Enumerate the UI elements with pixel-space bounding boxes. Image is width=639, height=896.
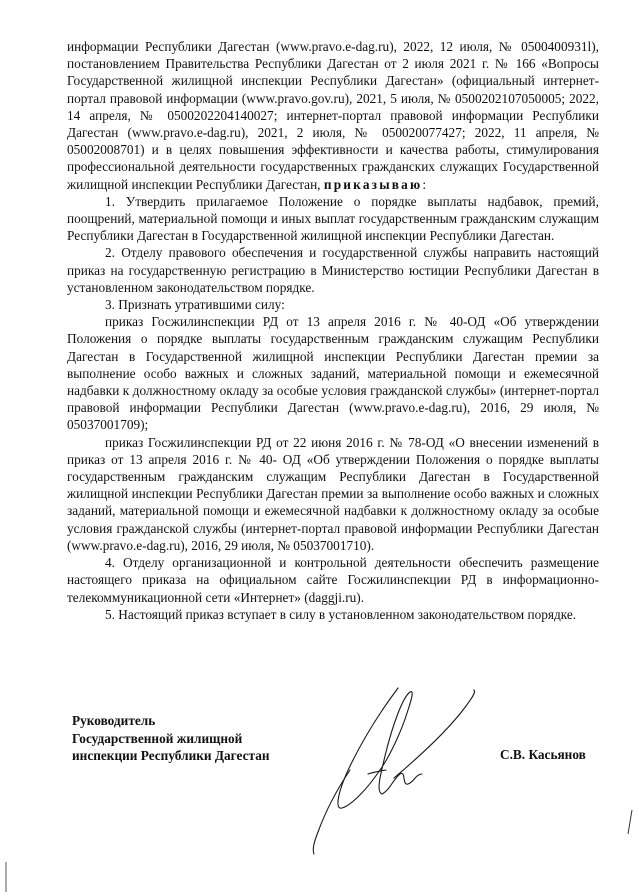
- signature-dash-stroke: [368, 770, 386, 774]
- margin-mark: [624, 808, 636, 836]
- signatory-title-line: Государственной жилищной: [72, 730, 243, 746]
- scan-edge-mark: [2, 862, 10, 892]
- item-2-paragraph: 2. Отделу правового обеспечения и государственной службы направить настоящий приказ на государственную регистрацию в Министерство юстиции Республики Дагестан в установленном законодательством порядке.: [67, 245, 599, 295]
- item-3-paragraph: 3. Признать утратившими силу:: [105, 297, 285, 313]
- signature-main-stroke: [338, 688, 412, 808]
- signatory-title-line: Руководитель: [72, 713, 156, 728]
- signature-flourish-stroke: [394, 690, 475, 778]
- signatory-name: С.В. Касьянов: [500, 747, 586, 762]
- signature-loop-stroke: [382, 773, 422, 794]
- intro-paragraph: [67, 38, 599, 193]
- item-1-paragraph: 1. Утвердить прилагаемое Положение о порядке выплаты надбавок, премий, поощрений, материальной помощи и иных выплат государственным гражданским служащим Республики Дагестан в Государственной жилищной инспекции Республики Дагестан.: [67, 193, 599, 244]
- handwritten-signature: [290, 670, 490, 860]
- repealed-order-2: приказ Госжилинспекции РД от 22 июня 2016 г. № 78-ОД «О внесении изменений в приказ от 13 апреля 2016 г. № 40- ОД «Об утверждении Положения о порядке выплаты государственным гражданским служащим Республики Дагестан в Государственной жилищной инспекции Республики Дагестан премии за выполнение особо важных и сложных заданий, материальной помощи и ежемесячной надбавки к должностному окладу за особые условия гражданской службы (интернет-портал правовой информации Республики Дагестан (www.pravo.e-dag.ru), 2016, 29 июля, № 05037001710).: [67, 434, 599, 553]
- signature-tail-stroke: [313, 770, 350, 854]
- item-4-paragraph: 4. Отделу организационной и контрольной деятельности обеспечить размещение настоящего приказа на официальном сайте Госжилинспекции РД в информационно-телекоммуникационной сети «Интернет» (daggji.ru).: [67, 555, 599, 605]
- item-5-paragraph: 5. Настоящий приказ вступает в силу в установленном законодательством порядке.: [105, 606, 577, 622]
- document-body: [67, 38, 599, 623]
- order-word: приказываю: [323, 176, 423, 192]
- signatory-title-line: инспекции Республики Дагестан: [72, 748, 270, 763]
- repealed-order-1: приказ Госжилинспекции РД от 13 апреля 2016 г. № 40-ОД «Об утверждении Положения о порядке выплаты государственным гражданским служащим Республики Дагестан в Государственной жилищной инспекции Республики Дагестан премии за выполнение особо важных и сложных заданий, материальной помощи и ежемесячной надбавки к должностному окладу за особые условия гражданской службы» (интернет-портал правовой информации Республики Дагестан (www.pravo.e-dag.ru), 2016, 29 июля, № 05037001709);: [67, 314, 599, 433]
- order-colon: :: [422, 176, 427, 192]
- intro-text: информации Республики Дагестан (www.pravo.e-dag.ru), 2022, 12 июля, № 0500400931l), постановлением Правительства Республики Дагестан от 2 июля 2021 г. № 166 «Вопросы Государственной жилищной инспекции Республики Дагестан» (официальный интернет-портал правовой информации (www.pravo.gov.ru), 2021, 5 июля, № 0500202107050005; 2022, 14 апреля, № 0500202204140027; интернет-портал правовой информации Республики Дагестан (www.pravo.e-dag.ru), 2021, 2 июля, № 050020077427; 2022, 11 апреля, № 05002008701) и в целях повышения эффективности и качества работы, стимулирования профессиональной деятельности государственных гражданских служащих Государственной жилищной инспекции Республики Дагестан,: [67, 39, 599, 192]
